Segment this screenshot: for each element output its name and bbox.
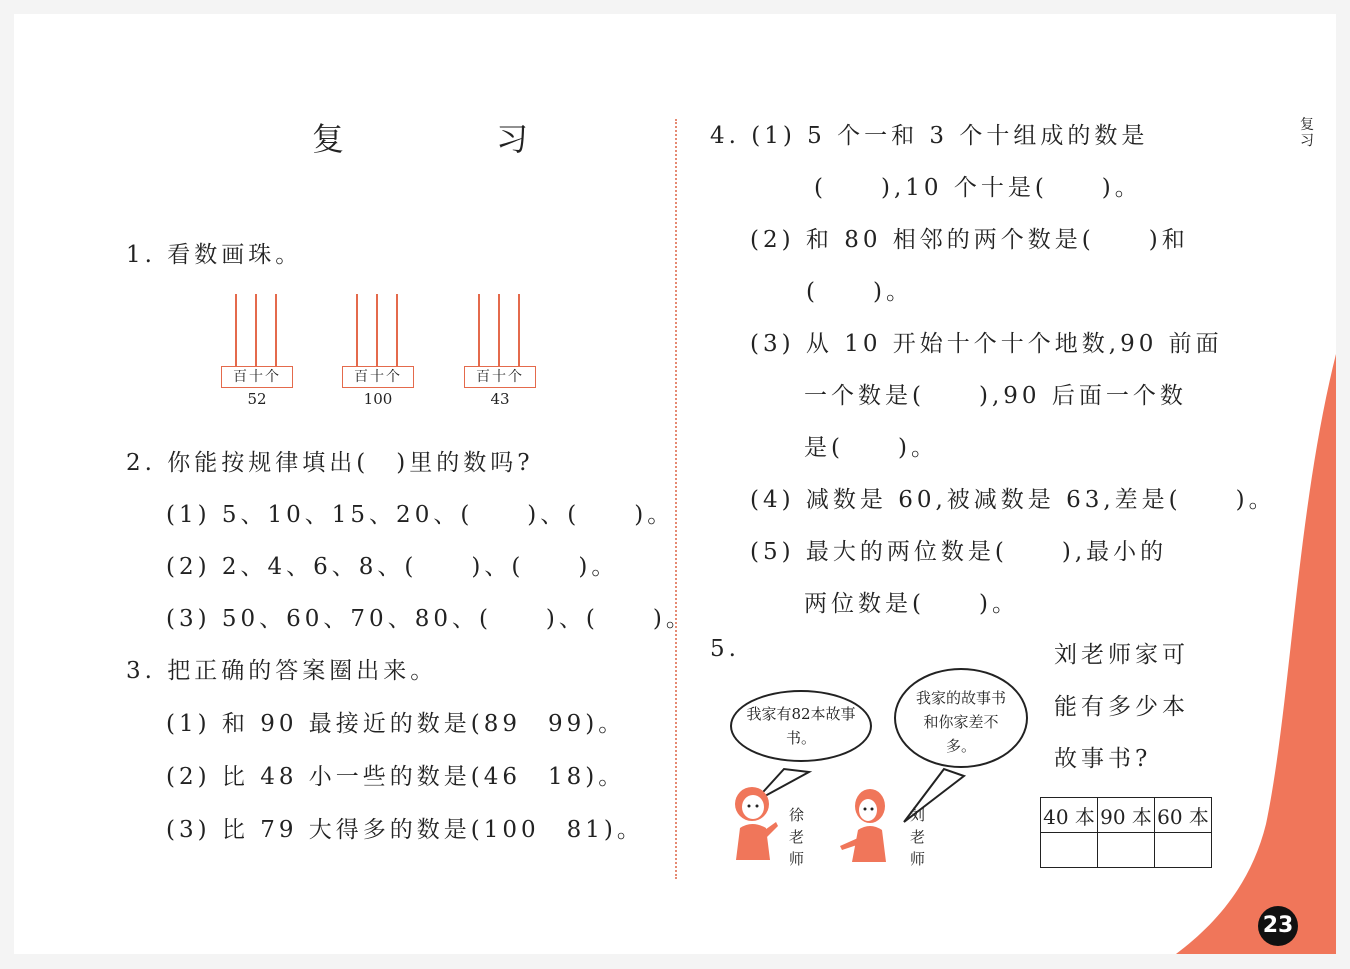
abacus-3: [464, 294, 540, 408]
q4-line-8: (4) 减数是 60,被减数是 63,差是( )。: [750, 487, 1276, 513]
q4-line-2: ( ),10 个十是( )。: [814, 175, 1142, 201]
teacher-xu-label: 徐老师: [789, 806, 805, 868]
option-90: 90 本: [1098, 798, 1155, 833]
q4-line-1: 4. (1) 5 个一和 3 个十组成的数是: [710, 123, 1149, 149]
q4-line-5: (3) 从 10 开始十个十个地数,90 前面: [750, 331, 1223, 357]
q3-item-1: (1) 和 90 最接近的数是(89 99)。: [166, 711, 626, 737]
decorative-corner-shape: [1176, 354, 1336, 954]
q5-question-line-2: 能有多少本: [1054, 694, 1189, 720]
q4-line-9: (5) 最大的两位数是( ),最小的: [750, 539, 1168, 565]
q3-item-2: (2) 比 48 小一些的数是(46 18)。: [166, 764, 626, 790]
q2-title: 2. 你能按规律填出( )里的数吗?: [126, 450, 534, 476]
abacus-number: 52: [247, 390, 267, 408]
page-title: 复 习: [312, 120, 589, 158]
q3-title: 3. 把正确的答案圈出来。: [126, 658, 438, 684]
q5-question-line-3: 故事书?: [1054, 746, 1152, 772]
option-40: 40 本: [1041, 798, 1098, 833]
abacus-label: 百十个: [221, 366, 293, 388]
q4-line-4: ( )。: [806, 279, 913, 305]
q4-line-3: (2) 和 80 相邻的两个数是( )和: [750, 227, 1189, 253]
speech-bubble-right: 我家的故事书和你家差不多。: [894, 668, 1028, 768]
abacus-number: 100: [363, 390, 393, 408]
abacus-label: 百十个: [464, 366, 536, 388]
q5-number: 5.: [710, 636, 740, 662]
page-number: 23: [1258, 906, 1298, 946]
q4-line-7: 是( )。: [804, 435, 938, 461]
answer-cell-2: [1098, 833, 1155, 868]
option-60: 60 本: [1155, 798, 1212, 833]
speech-bubble-left: 我家有82本故事书。: [730, 690, 872, 762]
teacher-xu-figure-icon: [726, 782, 786, 862]
side-tab-label: 复习: [1300, 117, 1314, 149]
q2-item-3: (3) 50、60、70、80、( )、( )。: [166, 606, 693, 632]
abacus-2: [342, 294, 418, 408]
q3-item-3: (3) 比 79 大得多的数是(100 81)。: [166, 817, 644, 843]
abacus-label: 百十个: [342, 366, 414, 388]
q2-item-1: (1) 5、10、15、20、( )、( )。: [166, 502, 675, 528]
q1-title: 1. 看数画珠。: [126, 242, 303, 268]
abacus-1: [221, 294, 297, 408]
teacher-liu-figure-icon: [832, 784, 894, 864]
answer-cell-1: [1041, 833, 1098, 868]
abacus-number: 43: [490, 390, 510, 408]
q4-line-6: 一个数是( ),90 后面一个数: [804, 383, 1187, 409]
q2-item-2: (2) 2、4、6、8、( )、( )。: [166, 554, 619, 580]
page-divider: [675, 119, 677, 879]
q5-question-line-1: 刘老师家可: [1054, 642, 1189, 668]
q4-line-10: 两位数是( )。: [804, 591, 1019, 617]
textbook-page: [14, 14, 1336, 954]
teacher-liu-label: 刘老师: [910, 806, 926, 868]
